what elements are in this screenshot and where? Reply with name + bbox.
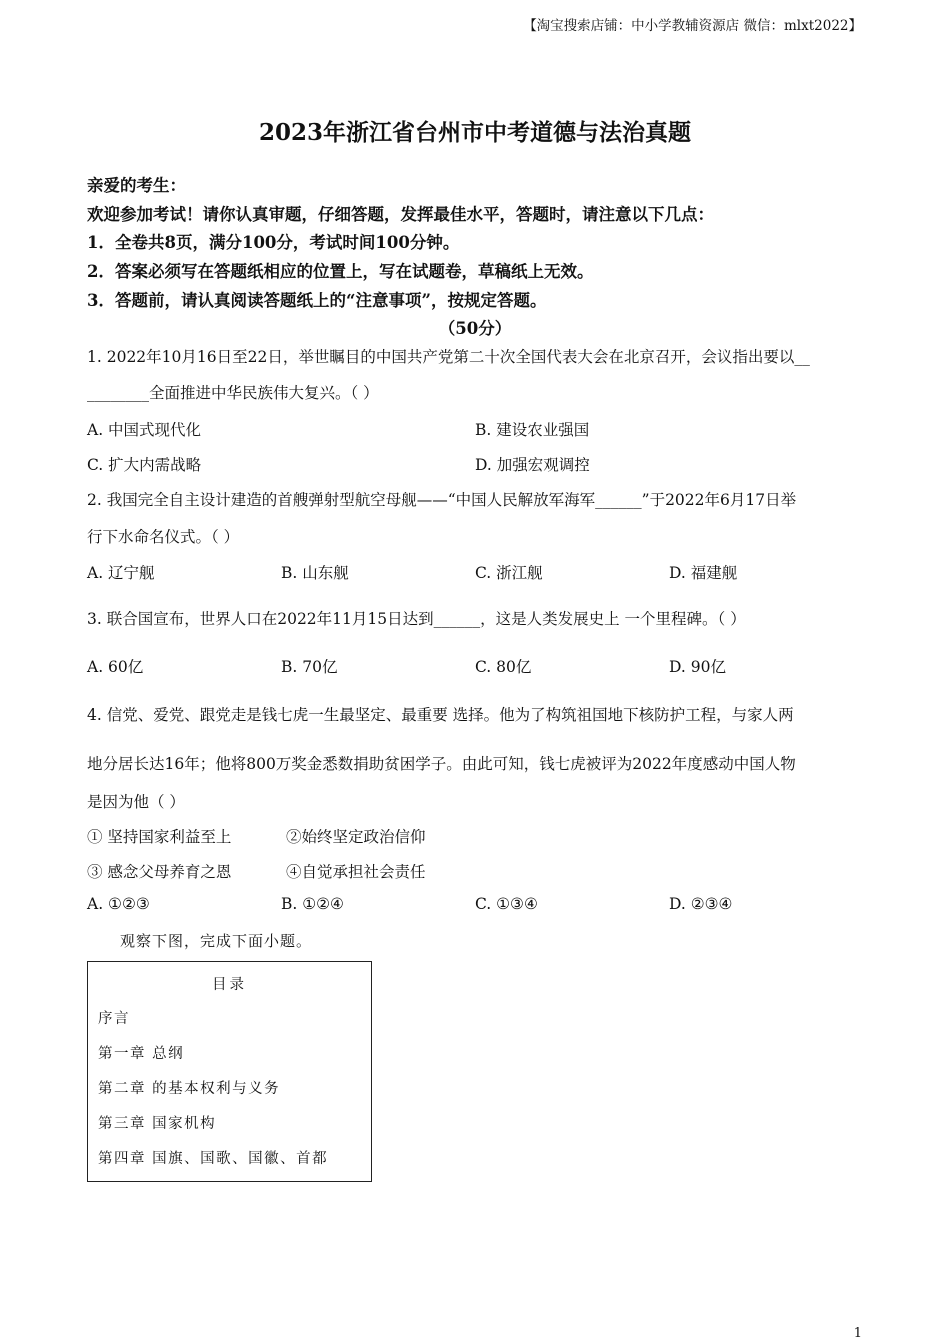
question-2-option-c: C. 浙江舰 xyxy=(475,564,543,582)
question-4-option-a: A. ①②③ xyxy=(87,895,150,913)
toc-row-chapter-2: 第二章 的基本权利与义务 xyxy=(98,1081,281,1097)
question-3-option-c: C. 80亿 xyxy=(475,658,532,676)
question-3-option-b: B. 70亿 xyxy=(281,658,338,676)
question-2-option-a: A. 辽宁舰 xyxy=(87,564,155,582)
page-header: 【淘宝搜索店铺：中小学教辅资源店 微信：mlxt2022】 xyxy=(523,18,862,34)
question-4-item-1: ① 坚持国家利益至上 xyxy=(87,828,232,846)
question-4-line-3: 是因为他（ ） xyxy=(87,793,185,811)
intro-welcome: 欢迎参加考试！请你认真审题，仔细答题，发挥最佳水平，答题时，请注意以下几点： xyxy=(87,205,714,224)
question-4-item-3: ③ 感念父母养育之恩 xyxy=(87,863,232,881)
toc-row-chapter-4: 第四章 国旗、国歌、国徽、首都 xyxy=(98,1151,329,1167)
toc-row-preface: 序言 xyxy=(98,1011,130,1027)
intro-greeting: 亲爱的考生： xyxy=(87,176,186,195)
toc-row-chapter-1: 第一章 总纲 xyxy=(98,1046,185,1062)
question-2-line-2: 行下水命名仪式。（ ） xyxy=(87,528,240,546)
question-2-option-d: D. 福建舰 xyxy=(669,564,738,582)
question-3-option-a: A. 60亿 xyxy=(87,658,144,676)
toc-heading: 目录 xyxy=(212,977,247,993)
question-4-option-d: D. ②③④ xyxy=(669,895,733,913)
question-1-option-c: C. 扩大内需战略 xyxy=(87,456,202,474)
intro-rule-1: 1．全卷共8页，满分100分，考试时间100分钟。 xyxy=(87,233,460,252)
question-4-option-c: C. ①③④ xyxy=(475,895,538,913)
question-4-item-4: ④自觉承担社会责任 xyxy=(286,863,426,881)
intro-rule-3: 3．答题前，请认真阅读答题纸上的“注意事项”，按规定答题。 xyxy=(87,291,547,310)
question-4-option-b: B. ①②④ xyxy=(281,895,344,913)
question-1-line-1: 1. 2022年10月16日至22日，举世瞩目的中国共产党第二十次全国代表大会在北京召开，会议指出要以__ xyxy=(87,348,810,366)
question-4-line-1: 4. 信党、爱党、跟党走是钱七虎一生最坚定、最重要 选择。他为了构筑祖国地下核防护工程，与家人两 xyxy=(87,706,794,724)
intro-rule-2: 2．答案必须写在答题纸相应的位置上，写在试题卷，草稿纸上无效。 xyxy=(87,262,594,281)
question-1-option-a: A. 中国式现代化 xyxy=(87,421,202,439)
question-1-option-b: B. 建设农业强国 xyxy=(475,421,590,439)
toc-row-chapter-3: 第三章 国家机构 xyxy=(98,1116,217,1132)
question-3-line-1: 3. 联合国宣布，世界人口在2022年11月15日达到______，这是人类发展史上 一个里程碑。（ ） xyxy=(87,610,746,628)
material-lead-in: 观察下图，完成下面小题。 xyxy=(120,932,313,950)
question-1-line-2: ________全面推进中华民族伟大复兴。（ ） xyxy=(87,384,379,402)
question-3-option-d: D. 90亿 xyxy=(669,658,726,676)
question-1-option-d: D. 加强宏观调控 xyxy=(475,456,590,474)
page-number: 1 xyxy=(853,1326,862,1341)
question-2-option-b: B. 山东舰 xyxy=(281,564,349,582)
page-title: 2023年浙江省台州市中考道德与法治真题 xyxy=(258,119,691,146)
question-4-line-2: 地分居长达16年；他将800万奖金悉数捐助贫困学子。由此可知，钱七虎被评为2022年度感动中国人物 xyxy=(87,755,796,773)
table-of-contents-box xyxy=(87,961,372,1182)
question-4-item-2: ②始终坚定政治信仰 xyxy=(286,828,426,846)
section-score: （50分） xyxy=(438,319,512,338)
question-2-line-1: 2. 我国完全自主设计建造的首艘弹射型航空母舰——“中国人民解放军海军______”于2022年6月17日举 xyxy=(87,491,797,509)
